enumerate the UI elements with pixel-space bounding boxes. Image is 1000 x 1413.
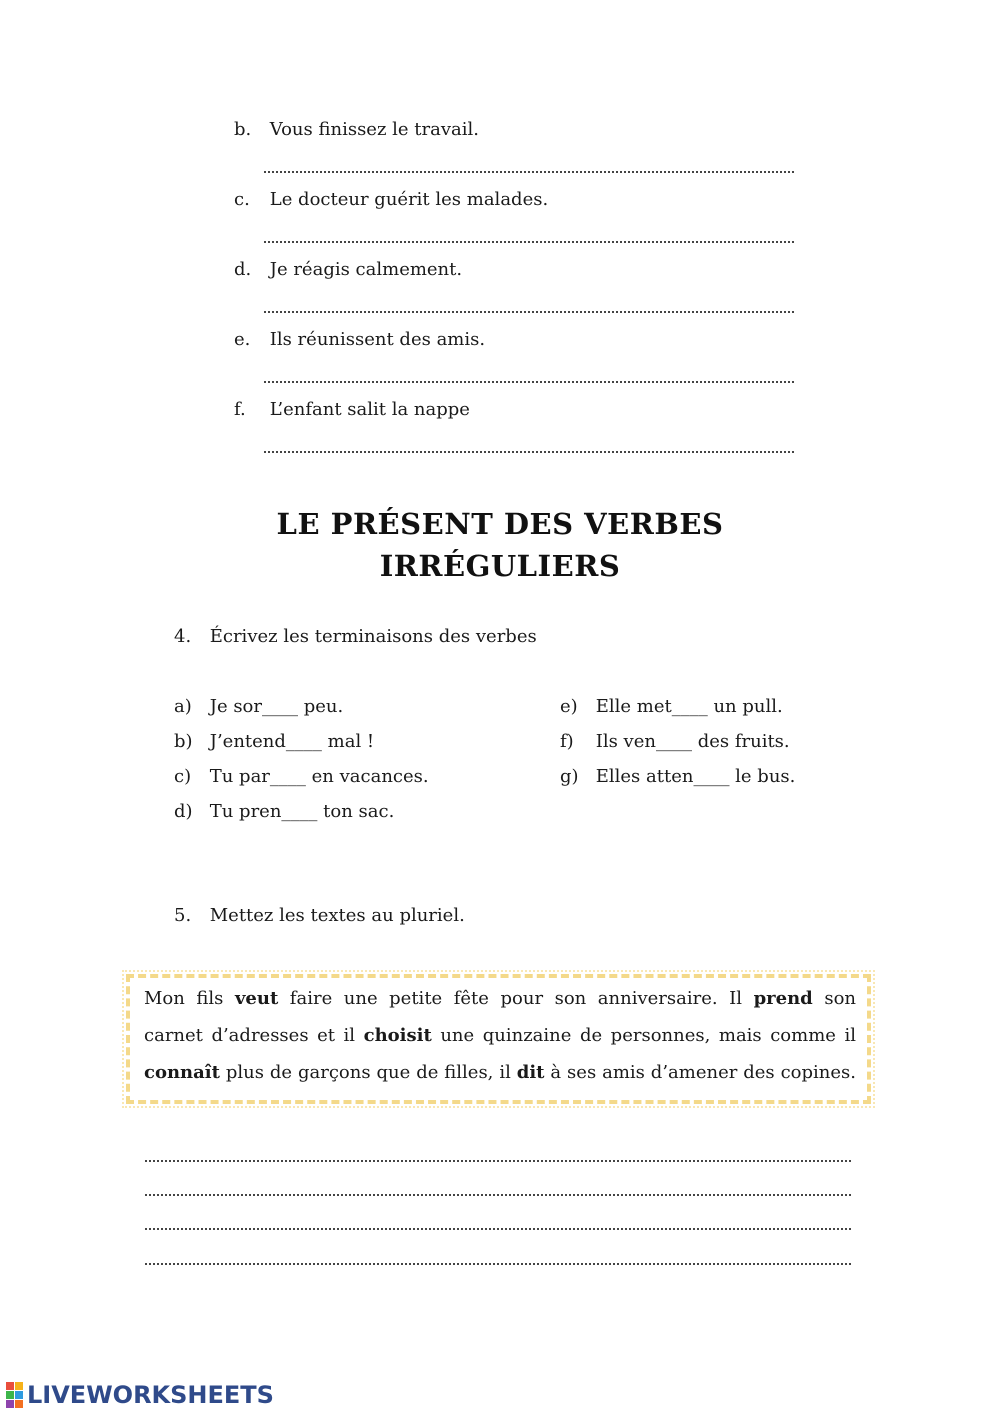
text-fragment: à ses amis d’amener des copines.: [544, 1062, 856, 1083]
item-text: Le docteur guérit les malades.: [269, 189, 549, 210]
text-fragment: une quinzaine de personnes, mais comme il: [431, 1025, 856, 1046]
text-line-2: [144, 1017, 856, 1054]
liveworksheets-logo[interactable]: [6, 1380, 274, 1410]
exercise4-item-a: [174, 696, 343, 717]
exercise4-instruction: [174, 626, 537, 647]
answer-line[interactable]: [264, 381, 794, 383]
exercise3-item-e: [234, 329, 485, 350]
exercise3-item-f: [234, 399, 470, 420]
exercise3-item-b: [234, 119, 479, 140]
text-fragment: carnet d’adresses et il: [144, 1025, 364, 1046]
answer-line[interactable]: [264, 171, 794, 173]
bold-verb: prend: [753, 988, 813, 1009]
exercise4-item-f: [560, 731, 790, 752]
item-label: b.: [234, 119, 252, 140]
answer-line[interactable]: [145, 1160, 851, 1162]
item-text: L’enfant salit la nappe: [269, 399, 470, 420]
answer-line[interactable]: [264, 241, 794, 243]
logo-text: LIVEWORKSHEETS: [27, 1381, 274, 1409]
answer-line[interactable]: [145, 1194, 851, 1196]
item-text[interactable]: Elles atten____ le bus.: [595, 766, 796, 787]
instruction-text: Mettez les textes au pluriel.: [209, 905, 465, 926]
item-label: d): [174, 801, 193, 822]
exercise4-item-d: [174, 801, 394, 822]
item-text[interactable]: Tu par____ en vacances.: [209, 766, 429, 787]
exercise4-item-c: [174, 766, 429, 787]
text-line-1: [144, 980, 856, 1017]
section-title-line1: LE PRÉSENT DES VERBES: [276, 507, 724, 541]
answer-line[interactable]: [145, 1228, 851, 1230]
item-label: g): [560, 766, 579, 787]
item-label: a): [174, 696, 192, 717]
item-label: b): [174, 731, 193, 752]
item-label: f): [560, 731, 574, 752]
answer-line[interactable]: [264, 311, 794, 313]
bold-verb: veut: [234, 988, 279, 1009]
logo-blocks-icon: [6, 1382, 23, 1408]
item-label: c): [174, 766, 192, 787]
item-label: e.: [234, 329, 251, 350]
item-label: f.: [234, 399, 246, 420]
section-title-line2: IRRÉGULIERS: [379, 549, 621, 583]
exercise5-text: [144, 980, 856, 1091]
text-fragment: faire une petite fête pour son anniversaire. Il: [278, 988, 754, 1009]
item-text: Ils réunissent des amis.: [269, 329, 486, 350]
answer-line[interactable]: [264, 451, 794, 453]
exercise5-instruction: [174, 905, 465, 926]
text-fragment: Mon fils: [144, 988, 235, 1009]
exercise4-item-e: [560, 696, 783, 717]
answer-line[interactable]: [145, 1263, 851, 1265]
item-text[interactable]: Elle met____ un pull.: [595, 696, 783, 717]
exercise3-item-c: [234, 189, 548, 210]
bold-verb: choisit: [363, 1025, 432, 1046]
instruction-text: Écrivez les terminaisons des verbes: [209, 626, 537, 647]
bold-verb: connaît: [144, 1062, 220, 1083]
text-line-3: [144, 1054, 856, 1091]
item-text: Vous finissez le travail.: [269, 119, 479, 140]
exercise-number: 5.: [174, 905, 192, 926]
item-text: Je réagis calmement.: [269, 259, 463, 280]
item-text[interactable]: J’entend____ mal !: [209, 731, 375, 752]
exercise4-item-b: [174, 731, 374, 752]
bold-verb: dit: [516, 1062, 545, 1083]
text-fragment: plus de garçons que de filles, il: [219, 1062, 517, 1083]
item-label: c.: [234, 189, 250, 210]
exercise3-item-d: [234, 259, 462, 280]
item-label: d.: [234, 259, 252, 280]
item-label: e): [560, 696, 578, 717]
item-text[interactable]: Ils ven____ des fruits.: [595, 731, 790, 752]
item-text[interactable]: Je sor____ peu.: [209, 696, 344, 717]
exercise4-item-g: [560, 766, 795, 787]
text-fragment: son: [812, 988, 856, 1009]
item-text[interactable]: Tu pren____ ton sac.: [209, 801, 395, 822]
exercise-number: 4.: [174, 626, 192, 647]
